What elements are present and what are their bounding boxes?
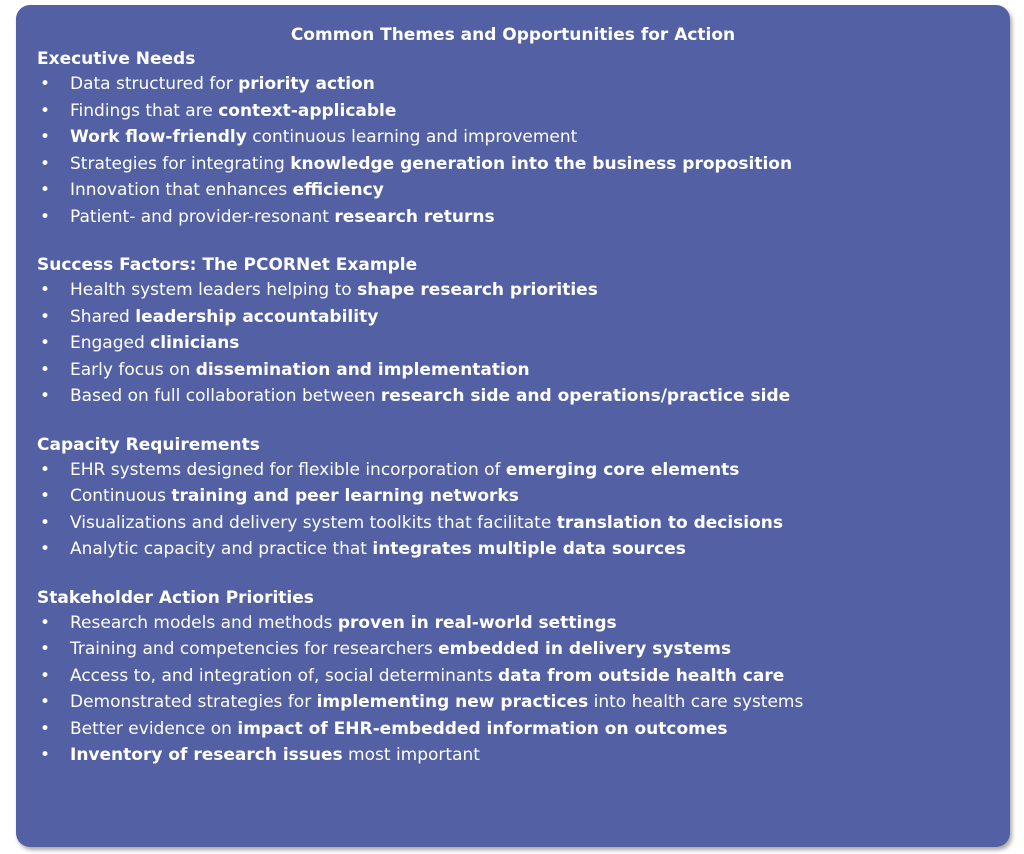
bullet-icon: •	[40, 153, 51, 174]
item-text: Patient- and provider-resonant	[70, 206, 335, 227]
bullet-icon: •	[40, 127, 51, 147]
item-text: continuous learning and improvement	[246, 127, 578, 147]
emphasis-text: priority action	[238, 74, 375, 94]
emphasis-text: integrates multiple data sources	[372, 539, 686, 559]
section-executive-needs	[37, 48, 1010, 230]
section-heading: Capacity Requirements	[37, 434, 260, 455]
emphasis-text: Work flow-friendly	[70, 127, 247, 147]
bullet-icon: •	[40, 612, 51, 633]
emphasis-text: context-applicable	[218, 100, 397, 121]
emphasis-text: impact of EHR-embedded information on outcomes	[237, 718, 728, 739]
bullet-icon: •	[40, 100, 51, 121]
emphasis-text: research side and operations/practice side	[380, 386, 791, 406]
list-item	[37, 689, 1010, 716]
list-item	[37, 330, 1010, 357]
bullet-icon: •	[40, 74, 51, 94]
emphasis-text: translation to decisions	[556, 512, 784, 533]
emphasis-text: implementing new practices	[316, 692, 589, 712]
emphasis-text: shape research priorities	[357, 280, 598, 300]
emphasis-text: emerging core elements	[505, 459, 740, 480]
bullet-icon: •	[40, 359, 51, 380]
section-heading: Stakeholder Action Priorities	[37, 587, 314, 608]
bullet-icon: •	[40, 486, 51, 506]
list-item	[37, 716, 1010, 743]
item-text: Innovation that enhances	[70, 180, 293, 200]
section-capacity-requirements	[37, 434, 1010, 563]
emphasis-text: knowledge generation into the business proposition	[290, 153, 793, 174]
emphasis-text: training and peer learning networks	[171, 486, 519, 506]
bullet-icon: •	[40, 745, 51, 765]
item-text: Analytic capacity and practice that	[70, 539, 373, 559]
item-text: Shared	[70, 306, 136, 327]
emphasis-text: embedded in delivery systems	[438, 639, 732, 659]
bullet-list	[37, 277, 1010, 410]
bullet-icon: •	[40, 718, 51, 739]
list-item	[37, 510, 1010, 537]
bullet-icon: •	[40, 512, 51, 533]
bullet-icon: •	[40, 386, 51, 406]
list-item	[37, 457, 1010, 484]
item-text: Better evidence on	[70, 718, 238, 739]
list-item	[37, 663, 1010, 690]
list-item	[37, 483, 1010, 510]
bullet-icon: •	[40, 306, 51, 327]
list-item	[37, 151, 1010, 178]
bullet-icon: •	[40, 692, 51, 712]
list-item	[37, 98, 1010, 125]
bullet-icon: •	[40, 459, 51, 480]
list-item	[37, 610, 1010, 637]
item-text: Training and competencies for researchers	[70, 639, 439, 659]
item-text: Research models and methods	[70, 612, 338, 633]
list-item	[37, 636, 1010, 663]
bullet-list	[37, 71, 1010, 230]
bullet-icon: •	[40, 333, 51, 353]
list-item	[37, 742, 1010, 769]
emphasis-text: leadership accountability	[135, 306, 379, 327]
list-item	[37, 357, 1010, 384]
item-text: Early focus on	[70, 359, 196, 380]
list-item	[37, 124, 1010, 151]
item-text: Health system leaders helping to	[70, 280, 358, 300]
bullet-icon: •	[40, 665, 51, 686]
list-item	[37, 277, 1010, 304]
list-item	[37, 177, 1010, 204]
section-stakeholder-priorities	[37, 587, 1010, 769]
item-text: Based on full collaboration between	[70, 386, 381, 406]
bullet-icon: •	[40, 539, 51, 559]
list-item	[37, 304, 1010, 331]
list-item	[37, 71, 1010, 98]
bullet-icon: •	[40, 280, 51, 300]
item-text: most important	[342, 745, 480, 765]
emphasis-text: dissemination and implementation	[195, 359, 530, 380]
emphasis-text: research returns	[334, 206, 495, 227]
item-text: Access to, and integration of, social determinants	[70, 665, 498, 686]
emphasis-text: proven in real-world settings	[337, 612, 617, 633]
item-text: Demonstrated strategies for	[70, 692, 317, 712]
item-text: Data structured for	[70, 74, 239, 94]
emphasis-text: data from outside health care	[497, 665, 785, 686]
item-text: Engaged	[70, 333, 151, 353]
section-heading: Success Factors: The PCORNet Example	[37, 255, 418, 275]
section-heading: Executive Needs	[37, 49, 196, 69]
bullet-icon: •	[40, 639, 51, 659]
list-item	[37, 536, 1010, 563]
item-text: Strategies for integrating	[70, 153, 291, 174]
emphasis-text: clinicians	[150, 333, 240, 353]
emphasis-text: Inventory of research issues	[70, 745, 343, 765]
item-text: EHR systems designed for flexible incorporation of	[70, 459, 506, 480]
themes-panel	[16, 5, 1010, 847]
panel-title: Common Themes and Opportunities for Action	[290, 25, 736, 45]
item-text: Continuous	[70, 486, 172, 506]
bullet-icon: •	[40, 206, 51, 227]
list-item	[37, 204, 1010, 231]
bullet-list	[37, 610, 1010, 769]
item-text: Findings that are	[70, 100, 219, 121]
item-text: into health care systems	[588, 692, 804, 712]
list-item	[37, 383, 1010, 410]
item-text: Visualizations and delivery system toolkits that facilitate	[70, 512, 557, 533]
bullet-list	[37, 457, 1010, 563]
section-success-factors	[37, 254, 1010, 410]
bullet-icon: •	[40, 180, 51, 200]
emphasis-text: efficiency	[292, 180, 384, 200]
